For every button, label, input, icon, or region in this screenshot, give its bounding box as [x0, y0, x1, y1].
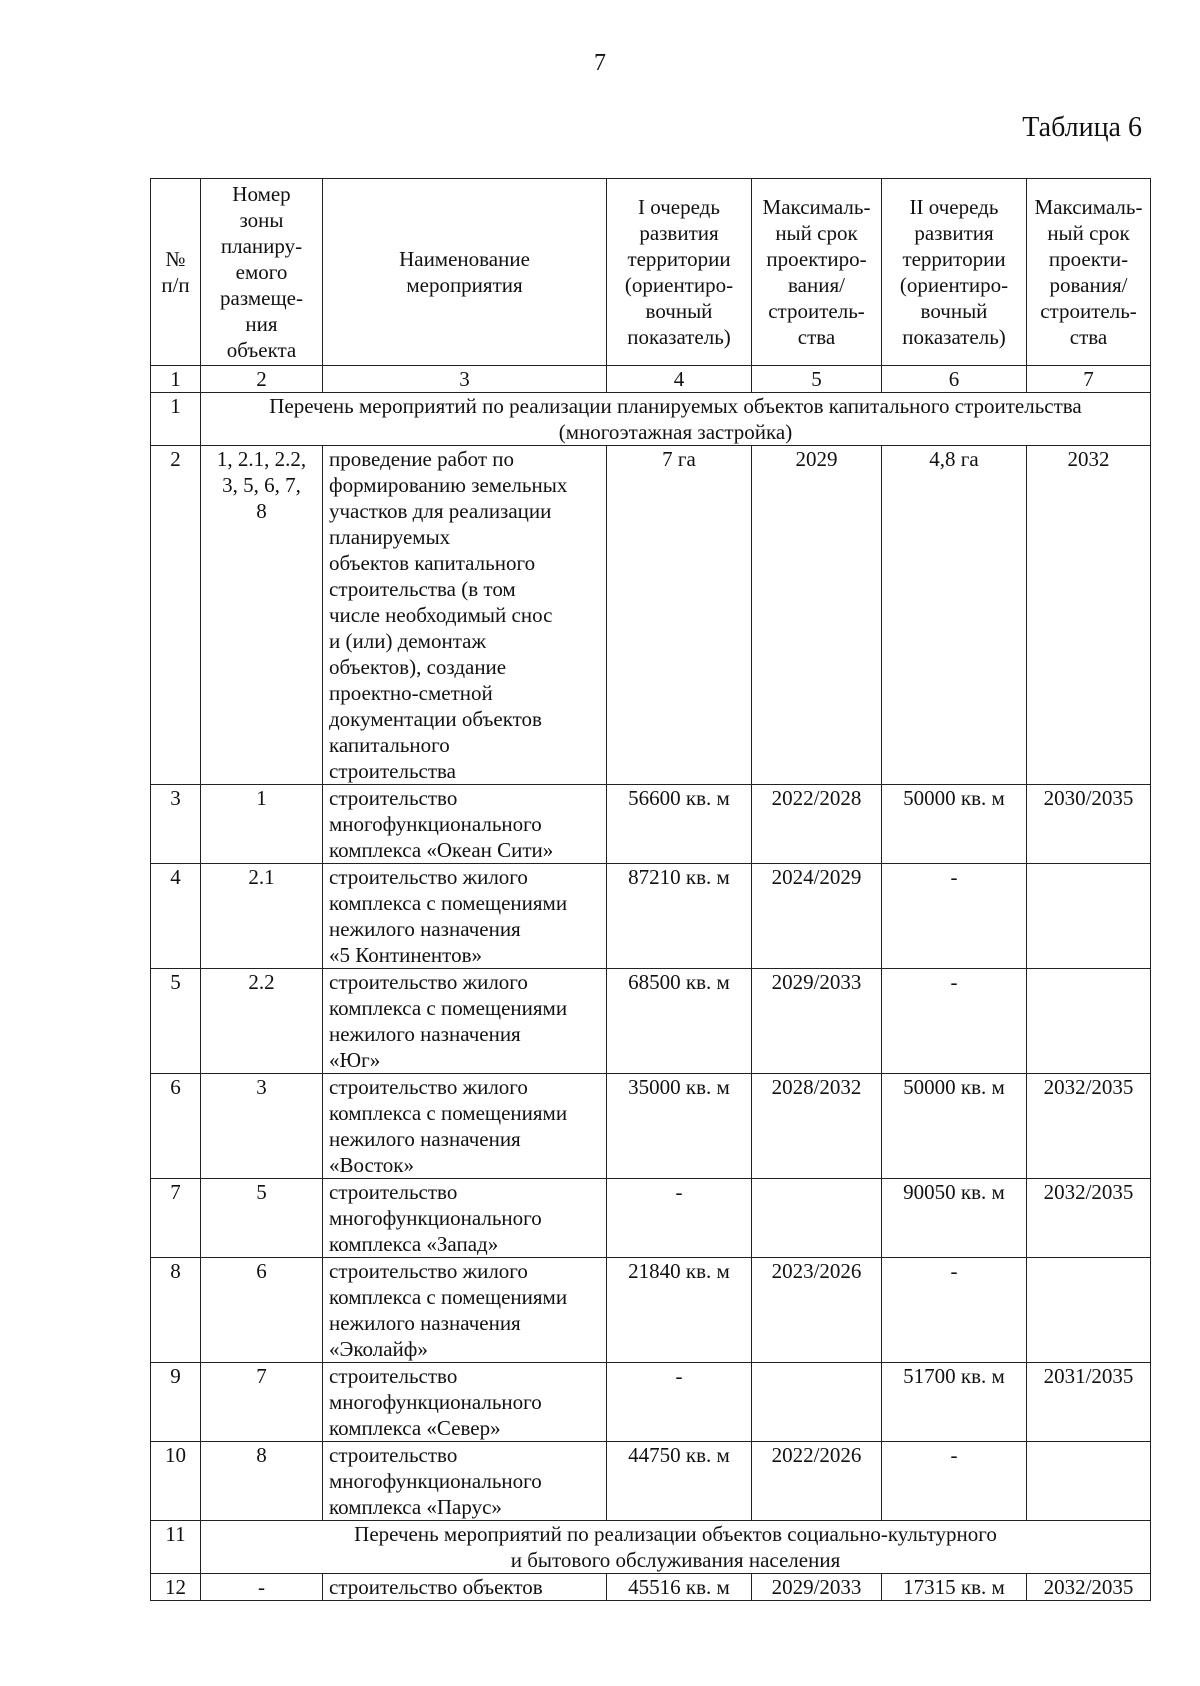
stage1-term: 2022/2026	[752, 1442, 882, 1521]
table-body	[151, 393, 1151, 1601]
stage1-term	[752, 1179, 882, 1258]
section-row	[151, 1521, 1151, 1574]
zone-number: 6	[201, 1258, 323, 1363]
measure-name: строительство жилого комплекса с помещениями нежилого назначения «Восток»	[323, 1074, 607, 1179]
stage2-value: 50000 кв. м	[882, 1074, 1027, 1179]
table-row	[151, 1574, 1151, 1601]
stage1-term: 2029	[752, 446, 882, 785]
row-number: 3	[151, 785, 201, 864]
table-row	[151, 1074, 1151, 1179]
header-cell-stage1: I очередь развития территории (ориентиро- вочный показатель)	[607, 179, 752, 366]
row-number: 10	[151, 1442, 201, 1521]
stage2-term	[1027, 1258, 1151, 1363]
stage2-value: 17315 кв. м	[882, 1574, 1027, 1601]
stage1-term: 2022/2028	[752, 785, 882, 864]
header-cell-term1: Максималь- ный срок проектиро- вания/ строитель- ства	[752, 179, 882, 366]
measure-name: строительство многофункционального комплекса «Запад»	[323, 1179, 607, 1258]
stage1-term	[752, 1363, 882, 1442]
section-title: Перечень мероприятий по реализации планируемых объектов капитального строительства (многоэтажная застройка)	[201, 393, 1151, 446]
column-number: 6	[882, 366, 1027, 393]
stage1-term: 2029/2033	[752, 1574, 882, 1601]
stage2-value: -	[882, 864, 1027, 969]
stage2-term: 2032/2035	[1027, 1074, 1151, 1179]
stage1-value: 35000 кв. м	[607, 1074, 752, 1179]
measure-name: строительство жилого комплекса с помещениями нежилого назначения «Эколайф»	[323, 1258, 607, 1363]
stage2-term	[1027, 1442, 1151, 1521]
section-title: Перечень мероприятий по реализации объектов социально-культурного и бытового обслуживания населения	[201, 1521, 1151, 1574]
stage2-value: 4,8 га	[882, 446, 1027, 785]
row-number: 7	[151, 1179, 201, 1258]
table-row	[151, 864, 1151, 969]
stage1-term: 2028/2032	[752, 1074, 882, 1179]
row-number: 8	[151, 1258, 201, 1363]
measure-name: строительство жилого комплекса с помещениями нежилого назначения «Юг»	[323, 969, 607, 1074]
section-row	[151, 393, 1151, 446]
page-number: 7	[594, 50, 606, 76]
header-cell-zone: Номер зоны планиру- емого размеще- ния объекта	[201, 179, 323, 366]
row-number: 9	[151, 1363, 201, 1442]
stage1-value: 87210 кв. м	[607, 864, 752, 969]
stage2-term: 2031/2035	[1027, 1363, 1151, 1442]
header-cell-stage2: II очередь развития территории (ориентиро- вочный показатель)	[882, 179, 1027, 366]
stage1-term: 2023/2026	[752, 1258, 882, 1363]
row-number: 6	[151, 1074, 201, 1179]
stage2-term: 2032/2035	[1027, 1574, 1151, 1601]
column-number-row	[151, 366, 1151, 393]
stage1-value: 56600 кв. м	[607, 785, 752, 864]
table-row	[151, 1179, 1151, 1258]
stage1-term: 2029/2033	[752, 969, 882, 1074]
stage2-term: 2032	[1027, 446, 1151, 785]
table-row	[151, 1258, 1151, 1363]
stage2-term	[1027, 969, 1151, 1074]
table-row	[151, 1363, 1151, 1442]
stage1-value: 21840 кв. м	[607, 1258, 752, 1363]
stage2-value: 90050 кв. м	[882, 1179, 1027, 1258]
measure-name: строительство многофункционального комплекса «Океан Сити»	[323, 785, 607, 864]
zone-number: -	[201, 1574, 323, 1601]
zone-number: 1, 2.1, 2.2, 3, 5, 6, 7, 8	[201, 446, 323, 785]
stage2-value: -	[882, 969, 1027, 1074]
header-cell-term2: Максималь- ный срок проекти- рования/ строитель- ства	[1027, 179, 1151, 366]
header-cell-name: Наименование мероприятия	[323, 179, 607, 366]
column-number: 3	[323, 366, 607, 393]
row-number: 5	[151, 969, 201, 1074]
stage1-term: 2024/2029	[752, 864, 882, 969]
stage1-value: -	[607, 1179, 752, 1258]
column-number: 7	[1027, 366, 1151, 393]
zone-number: 2.2	[201, 969, 323, 1074]
measures-table	[150, 178, 1151, 1601]
zone-number: 8	[201, 1442, 323, 1521]
zone-number: 5	[201, 1179, 323, 1258]
measure-name: строительство жилого комплекса с помещениями нежилого назначения «5 Континентов»	[323, 864, 607, 969]
row-number: 4	[151, 864, 201, 969]
stage1-value: 68500 кв. м	[607, 969, 752, 1074]
table-row	[151, 969, 1151, 1074]
table-caption: Таблица 6	[1022, 112, 1142, 143]
measure-name: строительство многофункционального комплекса «Парус»	[323, 1442, 607, 1521]
stage1-value: 7 га	[607, 446, 752, 785]
column-number: 4	[607, 366, 752, 393]
stage2-value: 50000 кв. м	[882, 785, 1027, 864]
table-row	[151, 785, 1151, 864]
zone-number: 7	[201, 1363, 323, 1442]
zone-number: 1	[201, 785, 323, 864]
header-row	[151, 179, 1151, 366]
column-number: 5	[752, 366, 882, 393]
stage2-value: -	[882, 1258, 1027, 1363]
measure-name: проведение работ по формированию земельных участков для реализации планируемых объектов капитального строительства (в том числе необходимый снос и (или) демонтаж объектов), создание проектно-сметной документации объектов капитального строительства	[323, 446, 607, 785]
header-cell-no: № п/п	[151, 179, 201, 366]
measure-name: строительство многофункционального комплекса «Север»	[323, 1363, 607, 1442]
stage2-term: 2032/2035	[1027, 1179, 1151, 1258]
stage1-value: -	[607, 1363, 752, 1442]
column-number: 1	[151, 366, 201, 393]
stage1-value: 45516 кв. м	[607, 1574, 752, 1601]
column-number: 2	[201, 366, 323, 393]
stage2-term	[1027, 864, 1151, 969]
row-number: 12	[151, 1574, 201, 1601]
stage1-value: 44750 кв. м	[607, 1442, 752, 1521]
table-row	[151, 1442, 1151, 1521]
stage2-term: 2030/2035	[1027, 785, 1151, 864]
stage2-value: 51700 кв. м	[882, 1363, 1027, 1442]
row-number: 1	[151, 393, 201, 446]
row-number: 11	[151, 1521, 201, 1574]
table-row	[151, 446, 1151, 785]
measure-name: строительство объектов	[323, 1574, 607, 1601]
stage2-value: -	[882, 1442, 1027, 1521]
zone-number: 2.1	[201, 864, 323, 969]
zone-number: 3	[201, 1074, 323, 1179]
row-number: 2	[151, 446, 201, 785]
